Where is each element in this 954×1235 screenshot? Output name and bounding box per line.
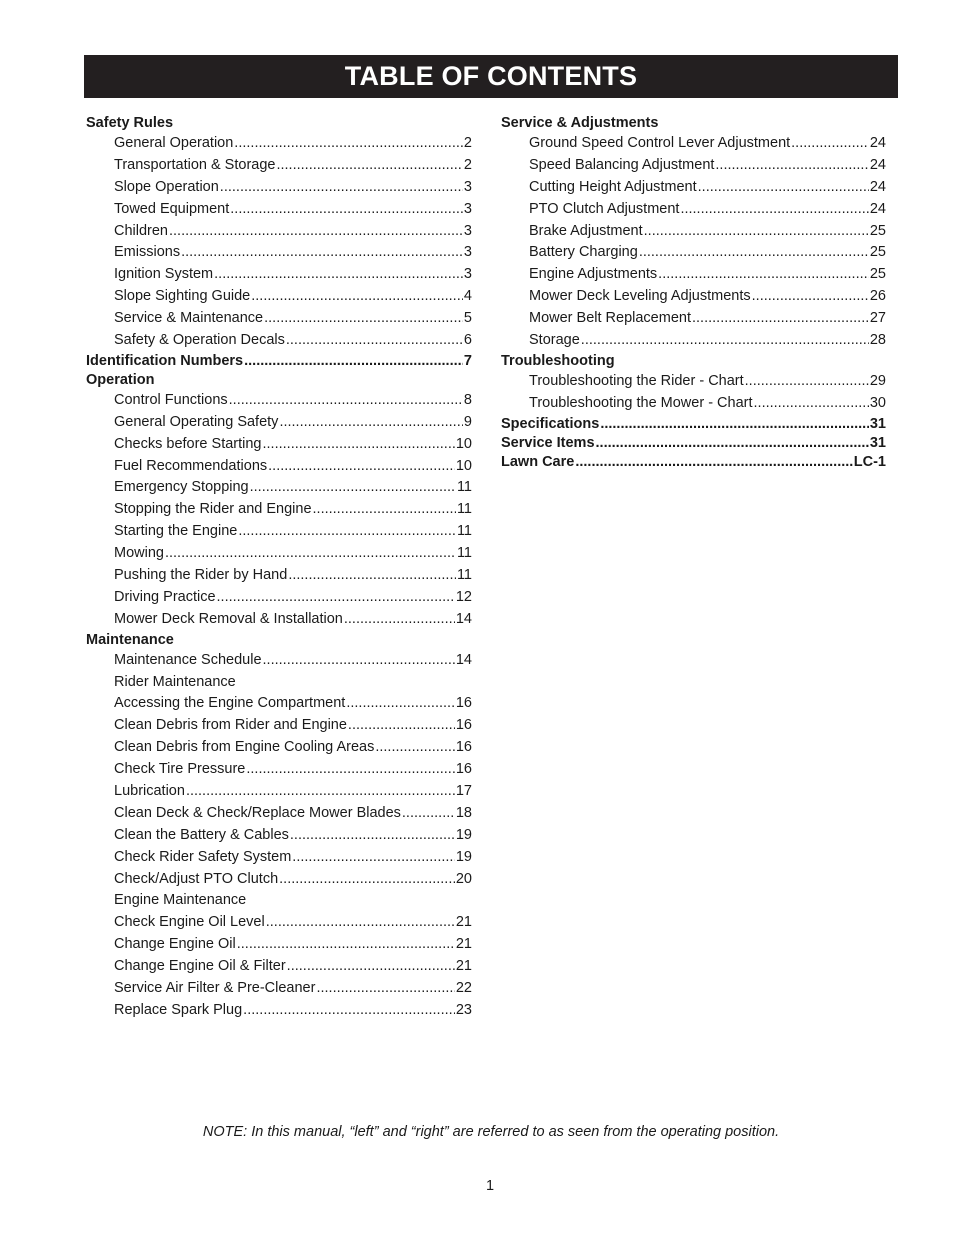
toc-label: Check Rider Safety System <box>114 848 292 865</box>
toc-entry-control-functions[interactable] <box>86 390 472 412</box>
toc-label: Ground Speed Control Lever Adjustment <box>529 134 791 151</box>
toc-page-number: 21 <box>455 958 472 975</box>
toc-page-number: 24 <box>869 156 886 173</box>
dot-leader <box>658 264 869 286</box>
toc-label: Clean Debris from Engine Cooling Areas <box>114 739 375 756</box>
toc-entry-transportation-and-storage[interactable] <box>86 155 472 177</box>
toc-entry-mower-deck-removal-and-installation[interactable] <box>86 609 472 631</box>
toc-page-number: 11 <box>456 545 472 562</box>
toc-label: Change Engine Oil <box>114 936 236 953</box>
toc-label: Service Air Filter & Pre-Cleaner <box>114 980 316 997</box>
dot-leader <box>234 133 463 155</box>
toc-page-number: 10 <box>455 435 472 452</box>
dot-leader <box>214 264 463 286</box>
toc-page-number: 19 <box>455 848 472 865</box>
toc-label: Ignition System <box>114 266 214 283</box>
toc-page-number: 24 <box>869 200 886 217</box>
toc-label: Children <box>114 222 168 239</box>
toc-label: Identification Numbers <box>86 352 244 369</box>
toc-page-number: LC-1 <box>853 453 886 470</box>
dot-leader <box>165 543 456 565</box>
toc-label: General Operating Safety <box>114 413 279 430</box>
toc-page-number: 9 <box>463 413 472 430</box>
dot-leader <box>316 978 454 1000</box>
dot-leader <box>266 912 455 934</box>
toc-label: Lubrication <box>114 783 185 800</box>
dot-leader <box>286 330 463 352</box>
toc-page-number: 8 <box>463 391 472 408</box>
dot-leader <box>243 1000 455 1022</box>
toc-page-number: 25 <box>869 222 886 239</box>
dot-leader <box>715 155 868 177</box>
dot-leader <box>268 456 455 478</box>
toc-entry-slope-operation[interactable] <box>86 177 472 199</box>
toc-right-column <box>501 114 886 472</box>
toc-entry-mowing[interactable] <box>86 543 472 565</box>
toc-page-number: 22 <box>455 980 472 997</box>
toc-page-number: 28 <box>869 332 886 348</box>
dot-leader <box>181 242 463 264</box>
dot-leader <box>279 869 455 891</box>
dot-leader <box>600 415 869 434</box>
toc-page-number: 11 <box>456 479 472 496</box>
toc-entry-check-rider-safety-system[interactable] <box>86 847 472 869</box>
toc-page-number: 2 <box>463 156 472 173</box>
toc-section-maintenance[interactable] <box>86 631 472 650</box>
toc-label: Check Tire Pressure <box>114 761 246 778</box>
toc-page-number: 11 <box>456 523 472 540</box>
dot-leader <box>263 434 455 456</box>
toc-entry-change-engine-oil[interactable] <box>86 934 472 956</box>
toc-label: Engine Adjustments <box>529 266 658 283</box>
toc-label: Transportation & Storage <box>114 156 276 173</box>
dot-leader <box>169 221 463 243</box>
toc-entry-fuel-recommendations[interactable] <box>86 456 472 478</box>
dot-leader <box>237 934 455 956</box>
toc-label: Slope Sighting Guide <box>114 288 251 305</box>
toc-label: Maintenance Schedule <box>114 651 262 668</box>
toc-entry-service-and-maintenance[interactable] <box>86 308 472 330</box>
toc-entry-storage[interactable] <box>501 330 886 352</box>
toc-page-number: 16 <box>455 695 472 712</box>
toc-section-specifications[interactable] <box>501 415 886 434</box>
dot-leader <box>402 803 455 825</box>
toc-page-number: 30 <box>869 394 886 411</box>
toc-section-identification-numbers[interactable] <box>86 352 472 371</box>
toc-section-safety-rules[interactable] <box>86 114 472 133</box>
toc-page-number: 7 <box>463 352 472 369</box>
toc-entry-maintenance-schedule[interactable] <box>86 650 472 672</box>
toc-label: Operation <box>86 371 155 388</box>
toc-entry-cutting-height-adjustment[interactable] <box>501 177 886 199</box>
toc-label: Mowing <box>114 545 164 562</box>
toc-section-service-items[interactable] <box>501 434 886 453</box>
toc-section-operation[interactable] <box>86 371 472 390</box>
toc-label: Troubleshooting the Rider - Chart <box>529 372 744 389</box>
toc-section-troubleshooting[interactable] <box>501 352 886 371</box>
toc-page-number: 23 <box>455 1001 472 1018</box>
toc-page-number: 3 <box>463 200 472 217</box>
toc-page-number: 20 <box>455 870 472 887</box>
toc-label: Control Functions <box>114 391 228 408</box>
toc-page-number: 3 <box>463 244 472 261</box>
toc-label: Driving Practice <box>114 588 216 605</box>
toc-label: Starting the Engine <box>114 523 238 540</box>
toc-page-number: 27 <box>869 310 886 327</box>
toc-label: Specifications <box>501 415 600 432</box>
toc-page-number: 5 <box>463 310 472 327</box>
toc-label: PTO Clutch Adjustment <box>529 200 680 217</box>
dot-leader <box>754 393 869 415</box>
toc-label: Accessing the Engine Compartment <box>114 695 346 712</box>
toc-page-number: 25 <box>869 244 886 261</box>
dot-leader <box>290 825 455 847</box>
toc-page-number: 6 <box>463 332 472 348</box>
toc-label: Pushing the Rider by Hand <box>114 567 288 584</box>
toc-entry-clean-debris-from-engine-cooling-areas[interactable] <box>86 737 472 759</box>
toc-page-number: 14 <box>455 610 472 627</box>
toc-entry-brake-adjustment[interactable] <box>501 221 886 243</box>
toc-entry-checks-before-starting[interactable] <box>86 434 472 456</box>
toc-label: Cutting Height Adjustment <box>529 178 697 195</box>
dot-leader <box>292 847 455 869</box>
toc-page-number: 11 <box>456 501 472 518</box>
toc-label: Battery Charging <box>529 244 638 261</box>
page-number: 1 <box>485 1178 495 1194</box>
toc-entry-clean-deck-and-check-replace-mower-blades[interactable] <box>86 803 472 825</box>
dot-leader <box>244 352 463 371</box>
dot-leader <box>217 587 455 609</box>
toc-page-number: 24 <box>869 134 886 151</box>
toc-label: Service Items <box>501 434 595 451</box>
dot-leader <box>230 199 463 221</box>
dot-leader <box>698 177 869 199</box>
dot-leader <box>791 133 869 155</box>
toc-entry-check-engine-oil-level[interactable] <box>86 912 472 934</box>
toc-label: Mower Belt Replacement <box>529 310 691 327</box>
dot-leader <box>186 781 455 803</box>
toc-entry-engine-adjustments[interactable] <box>501 264 886 286</box>
toc-page-number: 16 <box>455 717 472 734</box>
toc-entry-general-operating-safety[interactable] <box>86 412 472 434</box>
dot-leader <box>575 453 852 472</box>
toc-entry-emissions[interactable] <box>86 242 472 264</box>
toc-label: Lawn Care <box>501 453 575 470</box>
toc-title: TABLE OF CONTENTS <box>84 55 898 98</box>
toc-entry-service-air-filter-and-pre-cleaner[interactable] <box>86 978 472 1000</box>
toc-label: Fuel Recommendations <box>114 457 268 474</box>
toc-entry-ground-speed-control-lever-adjustment[interactable] <box>501 133 886 155</box>
dot-leader <box>251 286 463 308</box>
toc-entry-pto-clutch-adjustment[interactable] <box>501 199 886 221</box>
toc-label: Checks before Starting <box>114 435 262 452</box>
toc-label: Change Engine Oil & Filter <box>114 958 286 975</box>
dot-leader <box>287 956 455 978</box>
toc-page-number: 4 <box>463 288 472 305</box>
toc-page-number: 14 <box>455 651 472 668</box>
toc-label: Speed Balancing Adjustment <box>529 156 715 173</box>
toc-label: Check Engine Oil Level <box>114 914 265 931</box>
toc-page-number: 29 <box>869 372 886 389</box>
toc-entry-replace-spark-plug[interactable] <box>86 1000 472 1022</box>
operating-position-note: NOTE: In this manual, “left” and “right” are referred to as seen from the operating position. <box>202 1124 780 1140</box>
toc-page-number: 26 <box>869 288 886 305</box>
dot-leader <box>644 221 869 243</box>
toc-entry-emergency-stopping[interactable] <box>86 477 472 499</box>
toc-left-column <box>86 114 472 1022</box>
toc-entry-troubleshooting-the-rider-chart[interactable] <box>501 371 886 393</box>
toc-label: Brake Adjustment <box>529 222 643 239</box>
toc-page-number: 21 <box>455 914 472 931</box>
toc-section-service-and-adjustments[interactable] <box>501 114 886 133</box>
dot-leader <box>375 737 455 759</box>
toc-entry-check-adjust-pto-clutch[interactable] <box>86 869 472 891</box>
dot-leader <box>288 565 456 587</box>
toc-page-number: 3 <box>463 178 472 195</box>
dot-leader <box>238 521 456 543</box>
dot-leader <box>313 499 456 521</box>
toc-label: Storage <box>529 332 580 348</box>
toc-entry-stopping-the-rider-and-engine[interactable] <box>86 499 472 521</box>
toc-label: Safety Rules <box>86 115 174 131</box>
toc-label: Engine Maintenance <box>114 892 247 909</box>
toc-page-number: 10 <box>455 457 472 474</box>
toc-page-number: 21 <box>455 936 472 953</box>
toc-page-number: 17 <box>455 783 472 800</box>
toc-label: Emissions <box>114 244 181 261</box>
toc-label: Stopping the Rider and Engine <box>114 501 312 518</box>
toc-section-lawn-care[interactable] <box>501 453 886 472</box>
toc-entry-speed-balancing-adjustment[interactable] <box>501 155 886 177</box>
dot-leader <box>346 693 455 715</box>
toc-entry-pushing-the-rider-by-hand[interactable] <box>86 565 472 587</box>
toc-label: Safety & Operation Decals <box>114 332 285 348</box>
toc-label: Clean the Battery & Cables <box>114 826 289 843</box>
toc-label: Slope Operation <box>114 178 219 195</box>
toc-entry-slope-sighting-guide[interactable] <box>86 286 472 308</box>
toc-page-number: 12 <box>455 588 472 605</box>
toc-page-number: 16 <box>455 739 472 756</box>
toc-page-number: 18 <box>455 804 472 821</box>
dot-leader <box>229 390 463 412</box>
toc-entry-lubrication[interactable] <box>86 781 472 803</box>
toc-page-number: 31 <box>869 434 886 451</box>
toc-entry-mower-belt-replacement[interactable] <box>501 308 886 330</box>
toc-label: Maintenance <box>86 631 174 648</box>
dot-leader <box>581 330 869 352</box>
toc-page-number: 24 <box>869 178 886 195</box>
dot-leader <box>752 286 869 308</box>
dot-leader <box>596 434 869 453</box>
toc-entry-general-operation[interactable] <box>86 133 472 155</box>
dot-leader <box>276 155 462 177</box>
dot-leader <box>250 477 456 499</box>
toc-entry-mower-deck-leveling-adjustments[interactable] <box>501 286 886 308</box>
toc-entry-check-tire-pressure[interactable] <box>86 759 472 781</box>
toc-page-number: 3 <box>463 266 472 283</box>
toc-entry-ignition-system[interactable] <box>86 264 472 286</box>
toc-label: Mower Deck Leveling Adjustments <box>529 288 751 305</box>
dot-leader <box>348 715 455 737</box>
toc-label: Clean Deck & Check/Replace Mower Blades <box>114 804 401 821</box>
toc-page-number: 31 <box>869 415 886 432</box>
toc-entry-clean-the-battery-and-cables[interactable] <box>86 825 472 847</box>
dot-leader <box>220 177 463 199</box>
toc-entry-engine-maintenance[interactable] <box>86 891 472 913</box>
toc-entry-safety-and-operation-decals[interactable] <box>86 330 472 352</box>
toc-page-number: 3 <box>463 222 472 239</box>
toc-label: Service & Maintenance <box>114 310 264 327</box>
toc-entry-rider-maintenance[interactable] <box>86 672 472 694</box>
toc-label: Service & Adjustments <box>501 115 659 131</box>
toc-entry-clean-debris-from-rider-and-engine[interactable] <box>86 715 472 737</box>
dot-leader <box>264 308 463 330</box>
toc-entry-troubleshooting-the-mower-chart[interactable] <box>501 393 886 415</box>
toc-label: Replace Spark Plug <box>114 1001 243 1018</box>
toc-page-number: 16 <box>455 761 472 778</box>
dot-leader <box>692 308 869 330</box>
dot-leader <box>344 609 455 631</box>
toc-entry-children[interactable] <box>86 221 472 243</box>
toc-entry-change-engine-oil-and-filter[interactable] <box>86 956 472 978</box>
dot-leader <box>279 412 462 434</box>
toc-entry-starting-the-engine[interactable] <box>86 521 472 543</box>
toc-label: Mower Deck Removal & Installation <box>114 610 343 627</box>
toc-entry-battery-charging[interactable] <box>501 242 886 264</box>
toc-label: Troubleshooting the Mower - Chart <box>529 394 753 411</box>
dot-leader <box>745 371 869 393</box>
toc-label: Clean Debris from Rider and Engine <box>114 717 347 734</box>
dot-leader <box>639 242 869 264</box>
toc-page-number: 19 <box>455 826 472 843</box>
toc-label: Check/Adjust PTO Clutch <box>114 870 279 887</box>
toc-entry-towed-equipment[interactable] <box>86 199 472 221</box>
toc-entry-driving-practice[interactable] <box>86 587 472 609</box>
toc-page-number: 11 <box>456 567 472 584</box>
toc-label: Rider Maintenance <box>114 673 236 690</box>
toc-label: Troubleshooting <box>501 352 615 369</box>
dot-leader <box>680 199 868 221</box>
toc-label: Emergency Stopping <box>114 479 249 496</box>
toc-entry-accessing-the-engine-compartment[interactable] <box>86 693 472 715</box>
toc-label: General Operation <box>114 134 234 151</box>
toc-page-number: 2 <box>463 134 472 151</box>
toc-page-number: 25 <box>869 266 886 283</box>
toc-label: Towed Equipment <box>114 200 230 217</box>
dot-leader <box>263 650 455 672</box>
dot-leader <box>246 759 455 781</box>
